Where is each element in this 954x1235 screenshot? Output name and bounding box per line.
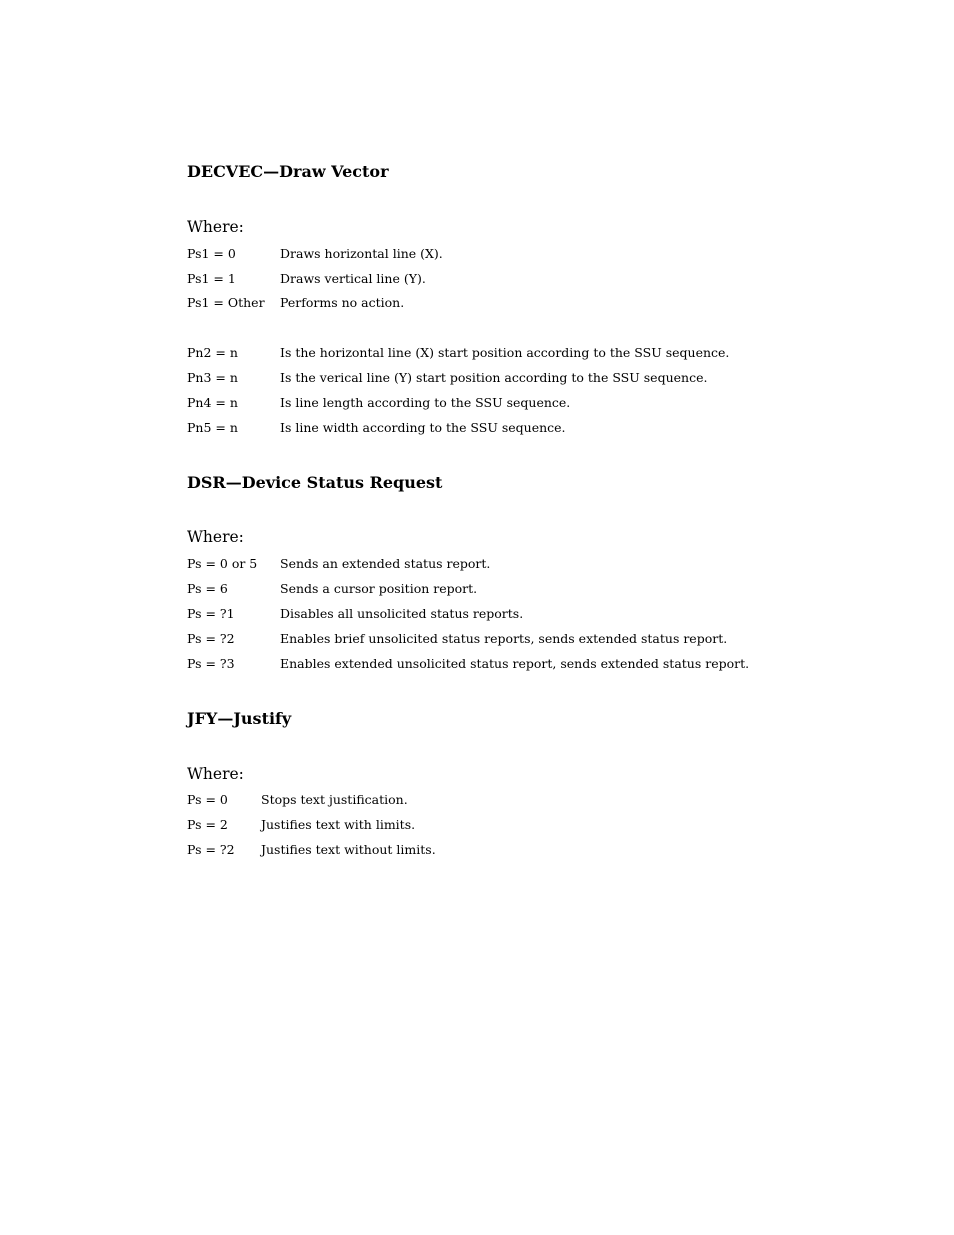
param-label: Ps = ?3 [187, 656, 235, 671]
where-label: Where: [187, 528, 244, 546]
param-description: Is line length according to the SSU sequence. [280, 395, 571, 410]
param-label: Pn5 = n [187, 420, 238, 435]
param-description: Enables brief unsolicited status reports, sends extended status report. [280, 631, 728, 646]
section-title-decvec: DECVEC—Draw Vector [187, 162, 389, 181]
param-description: Is the verical line (Y) start position according to the SSU sequence. [280, 370, 708, 385]
section-title-jfy: JFY—Justify [187, 709, 292, 728]
param-description: Justifies text with limits. [261, 817, 416, 832]
where-label: Where: [187, 218, 244, 236]
section-title-dsr: DSR—Device Status Request [187, 473, 443, 492]
param-label: Ps = 0 or 5 [187, 556, 258, 571]
param-label: Ps = 2 [187, 817, 228, 832]
param-label: Ps = ?1 [187, 606, 235, 621]
param-label: Ps1 = 1 [187, 271, 236, 286]
param-label: Pn2 = n [187, 345, 238, 360]
param-description: Enables extended unsolicited status report, sends extended status report. [280, 656, 750, 671]
param-description: Sends a cursor position report. [280, 581, 478, 596]
param-label: Ps1 = Other [187, 295, 265, 310]
param-description: Draws horizontal line (X). [280, 246, 443, 261]
param-description: Disables all unsolicited status reports. [280, 606, 524, 621]
param-description: Is the horizontal line (X) start position according to the SSU sequence. [280, 345, 730, 360]
where-label: Where: [187, 765, 244, 783]
param-description: Performs no action. [280, 295, 405, 310]
param-label: Ps1 = 0 [187, 246, 236, 261]
param-description: Sends an extended status report. [280, 556, 491, 571]
param-description: Is line width according to the SSU sequence. [280, 420, 566, 435]
param-label: Ps = 0 [187, 792, 228, 807]
param-description: Justifies text without limits. [261, 842, 436, 857]
param-label: Ps = ?2 [187, 842, 235, 857]
param-description: Stops text justification. [261, 792, 408, 807]
param-label: Pn3 = n [187, 370, 238, 385]
param-label: Pn4 = n [187, 395, 238, 410]
param-description: Draws vertical line (Y). [280, 271, 426, 286]
param-label: Ps = 6 [187, 581, 228, 596]
param-label: Ps = ?2 [187, 631, 235, 646]
